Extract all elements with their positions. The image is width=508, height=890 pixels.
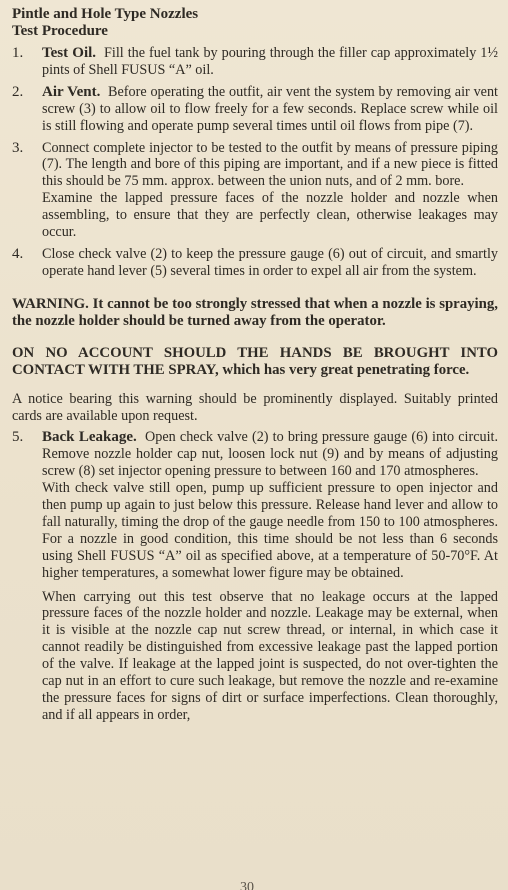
step-number: 1.: [12, 45, 24, 61]
step-1: [12, 45, 498, 79]
section-subtitle: Test Procedure: [12, 23, 108, 39]
step-paragraph-2: With check valve still open, pump up sufficient pressure to open injector and then pump up again to just below this pressure. Release hand lever and allow to fall naturally, timing the drop of the gauge needle from 150 to 100 atmospheres. For a nozzle in good condition, this time should be not less than 6 seconds using Shell FUSUS “A” oil as specified above, at a temperature of 50-70°F. At higher temperatures, a somewhat lower figure may be obtained.: [42, 480, 498, 581]
step-heading: Air Vent.: [42, 83, 101, 100]
step-body: [42, 45, 498, 79]
step-heading: Back Leakage.: [42, 429, 137, 446]
step-number: 2.: [12, 83, 24, 100]
step-paragraph-3: When carrying out this test observe that no leakage occurs at the lapped pressure faces of the nozzle holder and nozzle. Leakage may be external, when it is visible at the nozzle cap nut screw thread, or internal, in which case it cannot readily be distinguished from excessive leakage past the lapped portion of the valve. If leakage at the lapped joint is suspected, do not over-tighten the cap nut in an effort to cure such leakage, but remove the nozzle and re-examine the pressure faces for signs of dirt or surface imperfections. Clean thoroughly, and if all appears in order,: [42, 588, 498, 723]
step-body: [42, 429, 498, 723]
caution-text: ON NO ACCOUNT SHOULD THE HANDS BE BROUGHT INTO CONTACT WITH THE SPRAY, which has very great penetrating force.: [12, 345, 498, 379]
step-5: [12, 429, 498, 723]
step-body: [42, 84, 498, 135]
step-text: Fill the fuel tank by pouring through the filler cap approximately 1½ pints of Shell FUSUS “A” oil.: [42, 45, 499, 78]
step-2: [12, 84, 498, 135]
step-text-continued: Examine the lapped pressure faces of the nozzle holder and nozzle when assembling, to ensure that they are perfectly clean, otherwise leakages may occur.: [42, 190, 498, 241]
step-text: Close check valve (2) to keep the pressure gauge (6) out of circuit, and smartly operate hand lever (5) several times in order to expel all air from the system.: [42, 245, 498, 279]
step-number: 3.: [12, 139, 24, 156]
page-number: 30: [240, 880, 254, 890]
step-text: Open check valve (2) to bring pressure gauge (6) into circuit. Remove nozzle holder cap nut, loosen lock nut (9) and by means of adjusting screw (8) set injector opening pressure to between 160 and 170 atmospheres.: [42, 429, 499, 480]
notice-text: A notice bearing this warning should be prominently displayed. Suitably printed cards are available upon request.: [12, 390, 498, 424]
step-number: 5.: [12, 429, 24, 446]
step-3: [12, 140, 498, 241]
step-text: Before operating the outfit, air vent the system by removing air vent screw (3) to allow oil to flow freely for a few seconds. Replace screw while oil is still flowing and operate pump several times until oil flows from pipe (7).: [42, 83, 498, 134]
step-body: [42, 140, 498, 241]
step-4: [12, 246, 498, 280]
section-title: Pintle and Hole Type Nozzles: [12, 6, 199, 22]
step-body: [42, 246, 498, 280]
warning-text: WARNING. It cannot be too strongly stressed that when a nozzle is spraying, the nozzle holder should be turned away from the operator.: [12, 295, 498, 329]
step-text: Connect complete injector to be tested to the outfit by means of pressure piping (7). The length and bore of this piping are important, and if a new piece is fitted this should be 75 mm. approx. between the union nuts, and of 2 mm. bore.: [42, 139, 498, 190]
step-heading: Test Oil.: [42, 45, 97, 61]
step-number: 4.: [12, 245, 24, 262]
